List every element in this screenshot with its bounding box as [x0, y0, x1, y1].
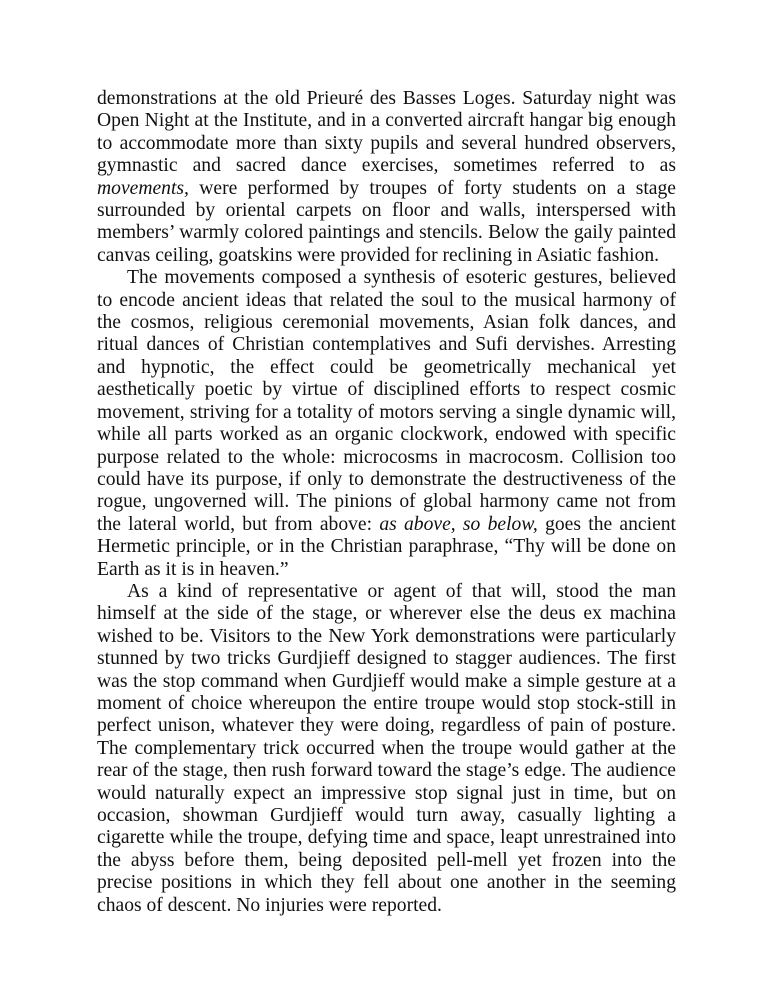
paragraph-1-italic-movements: movements,	[97, 177, 189, 199]
paragraph-2-text-b: goes the ancient Hermetic principle, or in the Christian paraphrase, “Thy will be done on Earth as it is in heaven.”	[97, 513, 677, 580]
paragraph-3-text: As a kind of representative or agent of that will, stood the man himself at the side of the stage, or wherever else the deus ex machina wished to be. Visitors to the New York demonstrations were particularly stunned by two tricks Gurdjieff designed to stagger audiences. The first was the stop command when Gurdjieff would make a simple gesture at a moment of choice whereupon the entire troupe would stop stock-still in perfect unison, whatever they were doing, regardless of pain of posture. The complementary trick occurred when the troupe would gather at the rear of the stage, then rush forward toward the stage’s edge. The audience would naturally expect an impressive stop signal just in time, but on occasion, showman Gurdjieff would turn away, casually lighting a cigarette while the troupe, defying time and space, leapt unrestrained into the abyss before them, being deposited pell-mell yet frozen into the precise positions in which they fell about one another in the seeming chaos of descent. No injuries were reported.	[97, 580, 676, 916]
paragraph-2-text-a: The movements composed a synthesis of esoteric gestures, believed to encode ancient ideas that related the soul to the musical harmony of the cosmos, religious ceremonial movements, Asian folk dances, and ritual dances of Christian contemplatives and Sufi dervishes. Arresting and hypnotic, the effect could be geometrically mechanical yet aesthetically poetic by virtue of disciplined efforts to respect cosmic movement, striving for a totality of motors serving a single dynamic will, while all parts worked as an organic clockwork, endowed with specific purpose related to the whole: microcosms in macrocosm. Collision too could have its purpose, if only to demonstrate the destructiveness of the rogue, ungoverned will. The pinions of global harmony came not from the lateral world, but from above:	[97, 267, 676, 535]
paragraph-3	[97, 581, 676, 917]
paragraph-1	[97, 88, 676, 267]
paragraph-1-text-a: demonstrations at the old Prieuré des Basses Loges. Saturday night was Open Night at the Institute, and in a converted aircraft hangar big enough to accommodate more than sixty pupils and several hundred observers, gymnastic and sacred dance exercises, sometimes referred to as	[97, 88, 676, 177]
paragraph-2	[97, 267, 676, 581]
paragraph-2-italic-as-above: as above, so below,	[379, 513, 538, 535]
paragraph-1-text-b: were performed by troupes of forty students on a stage surrounded by oriental carpets on floor and walls, interspersed with members’ warmly colored paintings and stencils. Below the gaily painted canvas ceiling, goatskins were provided for reclining in Asiatic fashion.	[97, 177, 676, 266]
